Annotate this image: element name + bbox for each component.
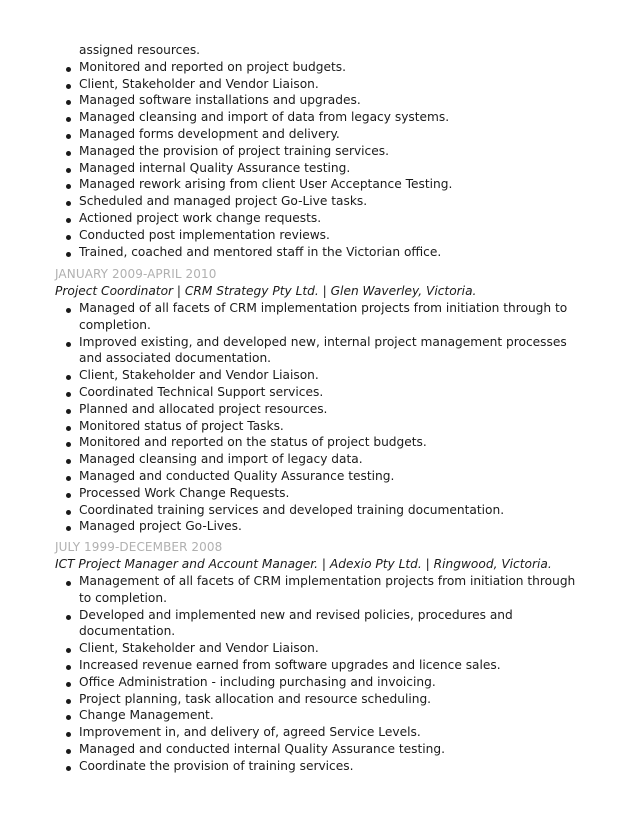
list-item: Scheduled and managed project Go-Live tasks. <box>0 193 638 210</box>
previous-job-section <box>0 42 638 260</box>
bullet-icon <box>66 699 71 704</box>
list-item: Actioned project work change requests. <box>0 210 638 227</box>
bullet-icon <box>66 682 71 687</box>
continuation-text: assigned resources. <box>79 43 201 57</box>
list-item: Management of all facets of CRM implementation projects from initiation through to completion. <box>0 573 638 607</box>
bullet-icon <box>66 218 71 223</box>
bullet-icon <box>66 342 71 347</box>
bullet-icon <box>66 168 71 173</box>
job-role: ICT Project Manager and Account Manager. | Adexio Pty Ltd. | Ringwood, Victoria. <box>55 557 552 571</box>
bullet-icon <box>66 510 71 515</box>
list-item: Increased revenue earned from software upgrades and licence sales. <box>0 657 638 674</box>
bullet-icon <box>66 665 71 670</box>
list-item: Improved existing, and developed new, internal project management processes and associated documentation. <box>0 334 638 368</box>
list-item: Managed software installations and upgrades. <box>0 92 638 109</box>
job-date: JANUARY 2009-APRIL 2010 <box>55 267 217 281</box>
bullet-icon <box>66 235 71 240</box>
bullet-icon <box>66 201 71 206</box>
list-item: Monitored status of project Tasks. <box>0 418 638 435</box>
bullet-icon <box>66 134 71 139</box>
bullet-icon <box>66 117 71 122</box>
bullet-icon <box>66 715 71 720</box>
bullet-icon <box>66 308 71 313</box>
bullet-icon <box>66 84 71 89</box>
list-item: Managed cleansing and import of legacy data. <box>0 451 638 468</box>
job-section-adexio <box>0 539 638 775</box>
bullet-icon <box>66 442 71 447</box>
list-item: Trained, coached and mentored staff in the Victorian office. <box>0 244 638 261</box>
bullet-icon <box>66 375 71 380</box>
list-item: Coordinated Technical Support services. <box>0 384 638 401</box>
list-item: Coordinate the provision of training services. <box>0 758 638 775</box>
list-item: Managed forms development and delivery. <box>0 126 638 143</box>
bullet-icon <box>66 526 71 531</box>
list-item: Managed and conducted Quality Assurance testing. <box>0 468 638 485</box>
bullet-icon <box>66 459 71 464</box>
bullet-icon <box>66 184 71 189</box>
previous-job-bullets <box>0 59 638 261</box>
list-item: Client, Stakeholder and Vendor Liaison. <box>0 76 638 93</box>
list-item: Managed cleansing and import of data from legacy systems. <box>0 109 638 126</box>
list-item: Planned and allocated project resources. <box>0 401 638 418</box>
list-item: Coordinated training services and developed training documentation. <box>0 502 638 519</box>
bullet-icon <box>66 766 71 771</box>
job-role: Project Coordinator | CRM Strategy Pty Ltd. | Glen Waverley, Victoria. <box>55 284 477 298</box>
list-item: Managed and conducted internal Quality Assurance testing. <box>0 741 638 758</box>
list-item: Managed the provision of project training services. <box>0 143 638 160</box>
bullet-icon <box>66 392 71 397</box>
bullet-icon <box>66 100 71 105</box>
list-item: Client, Stakeholder and Vendor Liaison. <box>0 640 638 657</box>
bullet-icon <box>66 409 71 414</box>
bullet-icon <box>66 476 71 481</box>
list-item: Project planning, task allocation and resource scheduling. <box>0 691 638 708</box>
bullet-icon <box>66 252 71 257</box>
list-item: Managed rework arising from client User Acceptance Testing. <box>0 176 638 193</box>
bullet-icon <box>66 151 71 156</box>
list-item: Monitored and reported on the status of project budgets. <box>0 434 638 451</box>
bullet-icon <box>66 749 71 754</box>
list-item: Managed internal Quality Assurance testing. <box>0 160 638 177</box>
list-item: Monitored and reported on project budgets. <box>0 59 638 76</box>
job-bullets <box>0 573 638 775</box>
bullet-icon <box>66 426 71 431</box>
list-item: Office Administration - including purchasing and invoicing. <box>0 674 638 691</box>
job-bullets <box>0 300 638 535</box>
job-section-crm-strategy <box>0 266 638 535</box>
list-item: Change Management. <box>0 707 638 724</box>
bullet-icon <box>66 581 71 586</box>
list-item: Managed project Go-Lives. <box>0 518 638 535</box>
list-item: Managed of all facets of CRM implementation projects from initiation through to completion. <box>0 300 638 334</box>
job-date: JULY 1999-DECEMBER 2008 <box>55 540 223 554</box>
bullet-icon <box>66 615 71 620</box>
list-item: Processed Work Change Requests. <box>0 485 638 502</box>
bullet-icon <box>66 732 71 737</box>
list-item: Conducted post implementation reviews. <box>0 227 638 244</box>
bullet-icon <box>66 493 71 498</box>
list-item: Client, Stakeholder and Vendor Liaison. <box>0 367 638 384</box>
list-item: Improvement in, and delivery of, agreed Service Levels. <box>0 724 638 741</box>
bullet-icon <box>66 67 71 72</box>
bullet-icon <box>66 648 71 653</box>
list-item: Developed and implemented new and revised policies, procedures and documentation. <box>0 607 638 641</box>
